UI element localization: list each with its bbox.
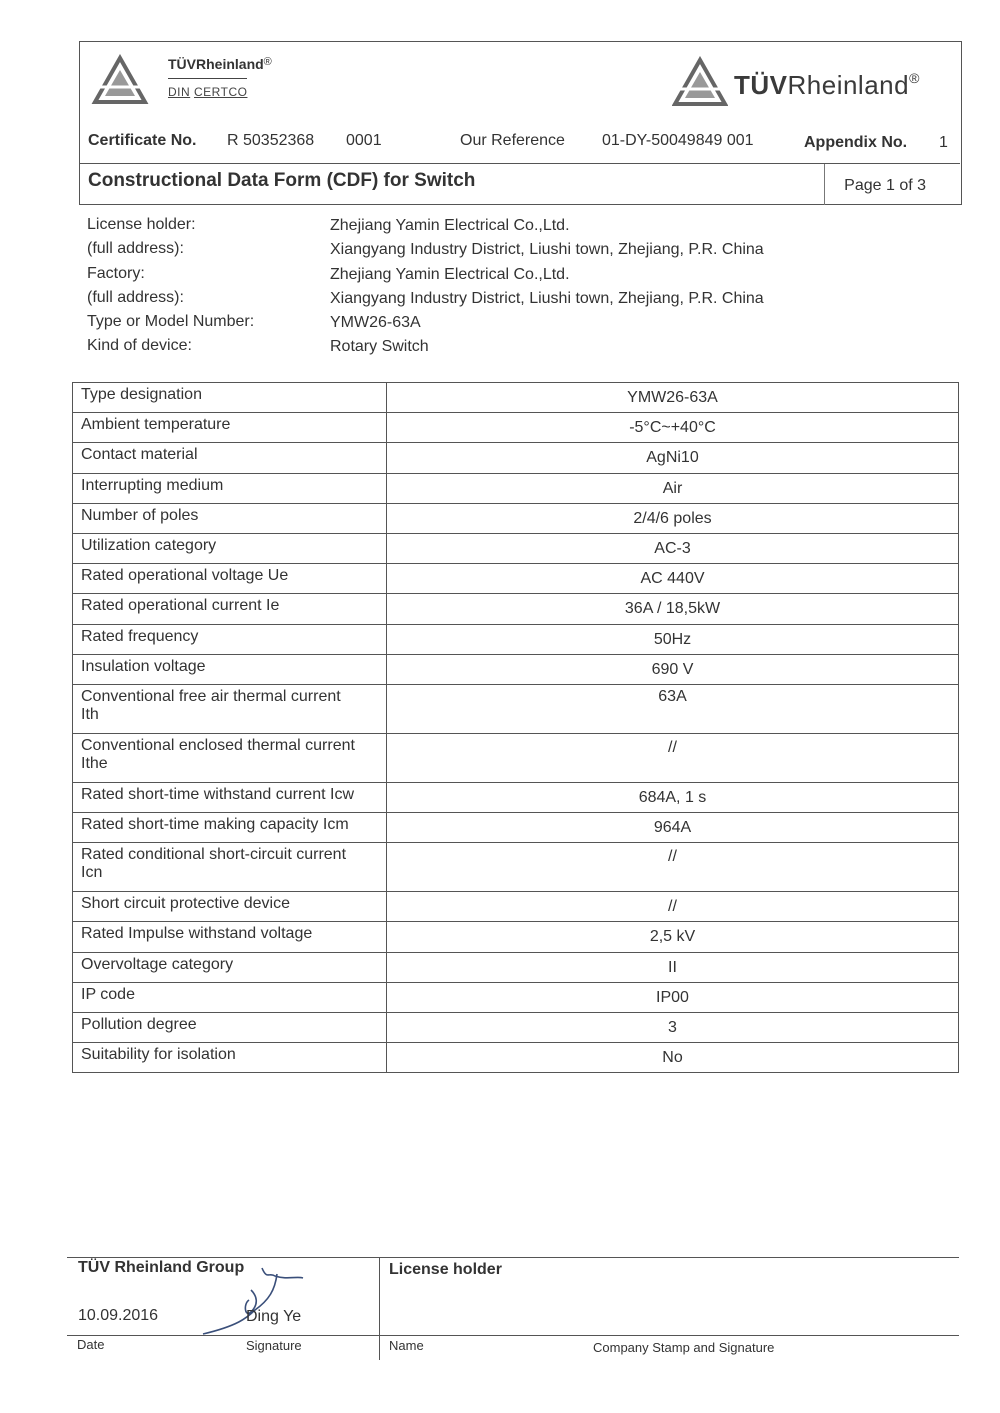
table-row: Rated short-time making capacity Icm 964A [73, 813, 959, 843]
issuer-name: TÜV Rheinland Group [78, 1259, 245, 1276]
signature-footer [67, 1257, 959, 1360]
table-row: Ambient temperature -5°C~+40°C [73, 413, 959, 443]
table-row: Rated frequency 50Hz [73, 624, 959, 654]
certificate-suffix: 0001 [346, 132, 382, 149]
table-row: Pollution degree 3 [73, 1013, 959, 1043]
certificate-header [79, 41, 962, 205]
page-indicator: Page 1 of 3 [844, 177, 926, 194]
info-row: (full address): Xiangyang Industry District, Liushi town, Zhejiang, P.R. China [87, 240, 764, 259]
table-row: Utilization category AC-3 [73, 533, 959, 563]
table-row: Conventional free air thermal current Ith 63A [73, 684, 959, 733]
title-divider [824, 164, 825, 205]
reference-label: Our Reference [460, 132, 565, 149]
table-row: Type designation YMW26-63A [73, 383, 959, 413]
tuv-big-brand: TÜVRheinland® [734, 70, 920, 100]
table-row: Interrupting medium Air [73, 473, 959, 503]
info-row: Kind of device: Rotary Switch [87, 337, 429, 356]
appendix-label: Appendix No. [804, 134, 908, 151]
table-row: IP code IP00 [73, 982, 959, 1012]
table-row: Rated conditional short-circuit current Icn // [73, 843, 959, 892]
table-row: Short circuit protective device // [73, 892, 959, 922]
tuv-din-certco-logo [91, 52, 291, 114]
tuv-triangle-small-icon [91, 54, 149, 106]
stamp-label: Company Stamp and Signature [593, 1340, 775, 1355]
reference-value: 01-DY-50049849 001 [602, 132, 754, 149]
info-row: (full address): Xiangyang Industry District, Liushi town, Zhejiang, P.R. China [87, 288, 764, 307]
table-row: Insulation voltage 690 V [73, 654, 959, 684]
certificate-label: Certificate No. [88, 132, 197, 149]
issue-date: 10.09.2016 [78, 1307, 159, 1324]
info-row: License holder: Zhejiang Yamin Electrical Co.,Ltd. [87, 216, 570, 234]
table-row: Rated operational current Ie 36A / 18,5kW [73, 594, 959, 624]
footer-divider [379, 1257, 380, 1360]
info-row: Factory: Zhejiang Yamin Electrical Co.,Ltd. [87, 264, 570, 283]
table-row: Contact material AgNi10 [73, 443, 959, 473]
table-row: Overvoltage category II [73, 952, 959, 982]
tuv-small-brand: TÜVRheinland® [168, 56, 272, 72]
table-row: Rated short-time withstand current Icw 684A, 1 s [73, 782, 959, 812]
table-row: Suitability for isolation No [73, 1043, 959, 1073]
tuv-rheinland-logo [672, 56, 947, 112]
license-holder-heading: License holder [389, 1261, 502, 1278]
license-info [87, 216, 847, 362]
signature-label: Signature [246, 1338, 302, 1353]
table-row: Rated Impulse withstand voltage 2,5 kV [73, 922, 959, 952]
certificate-number: R 50352368 [227, 132, 315, 149]
table-row: Number of poles 2/4/6 poles [73, 503, 959, 533]
appendix-value: 1 [939, 134, 948, 151]
footer-top-rule [67, 1257, 959, 1258]
specs-table [72, 382, 959, 1073]
info-row: Type or Model Number: YMW26-63A [87, 313, 421, 332]
form-title-bar [80, 163, 960, 205]
footer-bottom-rule [67, 1335, 959, 1336]
din-certco-label: DIN CERTCO [168, 78, 247, 99]
name-label: Name [389, 1338, 424, 1353]
table-row: Conventional enclosed thermal current Ithe // [73, 733, 959, 782]
signer-name: Ding Ye [246, 1308, 302, 1325]
certificate-row [88, 132, 958, 156]
tuv-triangle-large-icon [672, 56, 728, 108]
table-row: Rated operational voltage Ue AC 440V [73, 564, 959, 594]
date-label: Date [77, 1337, 105, 1352]
form-title: Constructional Data Form (CDF) for Switch [88, 170, 476, 191]
